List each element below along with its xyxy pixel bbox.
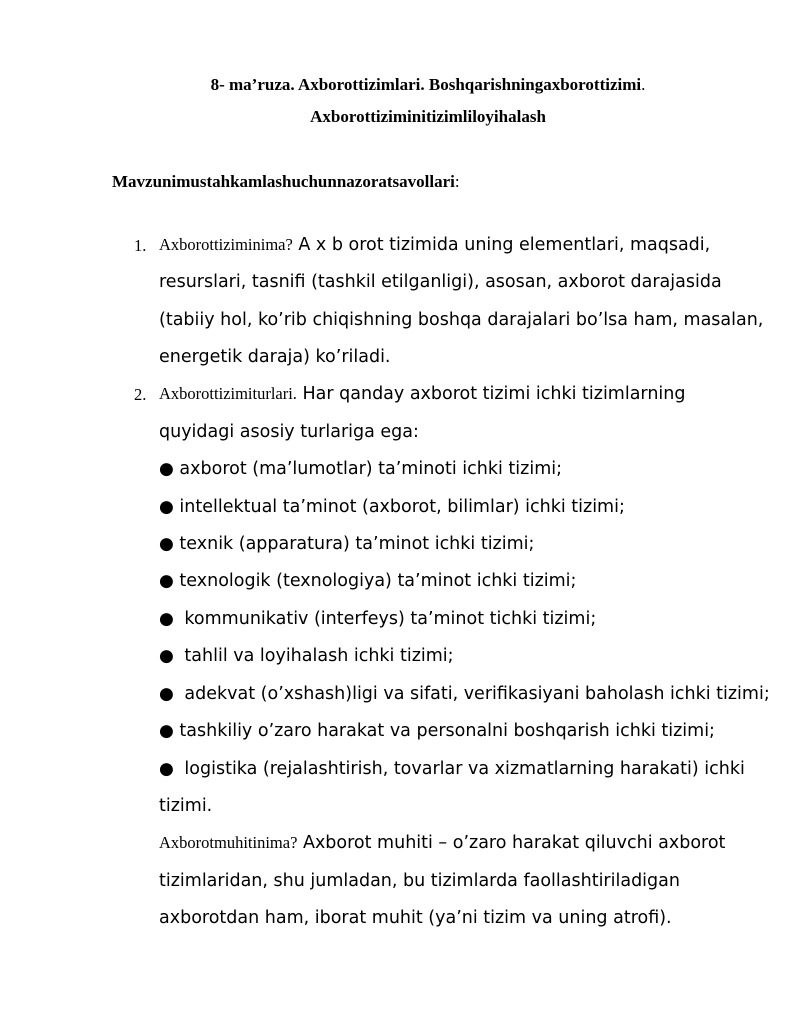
list-item-1-line-1 <box>159 233 710 257</box>
bullet-dot: ● <box>159 759 174 779</box>
bullet-item-4 <box>159 569 576 593</box>
bullet-item-3 <box>159 532 534 556</box>
bullet-dot: ● <box>159 684 174 704</box>
bullet-text-6: tahlil va loyihalash ichki tizimi; <box>184 646 454 666</box>
list-item-2-line-2: quyidagi asosiy turlariga ega: <box>159 422 419 442</box>
final-paragraph-line-2: tizimlaridan, shu jumladan, bu tizimlarda faollashtiriladigan <box>159 871 680 891</box>
title-line1: 8- ma’ruza. Axborottizimlari. Boshqarishningaxborottizimi <box>210 75 642 94</box>
final-paragraph-text-1: Axborot muhiti – o’zaro harakat qiluvchi axborot <box>297 833 726 853</box>
section-heading <box>112 171 460 193</box>
bullet-dot: ● <box>159 534 174 554</box>
bullet-dot: ● <box>159 721 174 741</box>
bullet-text-4: texnologik (texnologiya) ta’minot ichki tizimi; <box>179 571 577 591</box>
final-paragraph-line-3: axborotdan ham, iborat muhit (ya’ni tizim va uning atrofi). <box>159 908 672 928</box>
bullet-dot: ● <box>159 646 174 666</box>
list-number-2: 2. <box>134 385 147 404</box>
section-heading-colon: : <box>454 172 460 191</box>
list-item-2-term: Axborottizimiturlari. <box>159 384 297 403</box>
bullet-item-9 <box>159 757 745 781</box>
bullet-dot: ● <box>159 571 174 591</box>
bullet-item-9-continuation: tizimi. <box>159 796 213 816</box>
bullet-text-8: tashkiliy o’zaro harakat va personalni boshqarish ichki tizimi; <box>179 721 715 741</box>
bullet-item-5 <box>159 607 596 631</box>
bullet-text-7: adekvat (o’xshash)ligi va sifati, verifikasiyani baholash ichki tizimi; <box>184 684 770 704</box>
bullet-item-2 <box>159 495 625 519</box>
bullet-item-8 <box>159 719 715 743</box>
final-paragraph-term: Axborotmuhitinima? <box>159 833 298 852</box>
bullet-dot: ● <box>159 609 174 629</box>
list-item-1-text-1: A x b orot tizimida uning elementlari, maqsadi, <box>292 235 711 255</box>
list-item-1-line-3: (tabiiy hol, ko’rib chiqishning boshqa darajalari bo’lsa ham, masalan, <box>159 310 764 330</box>
bullet-text-3: texnik (apparatura) ta’minot ichki tizimi; <box>179 534 535 554</box>
final-paragraph-line-1 <box>159 831 725 855</box>
bullet-text-9: logistika (rejalashtirish, tovarlar va xizmatlarning harakati) ichki <box>184 759 745 779</box>
section-heading-text: Mavzunimustahkamlashuchunnazoratsavollari <box>112 172 455 191</box>
bullet-text-5: kommunikativ (interfeys) ta’minot tichki tizimi; <box>184 609 597 629</box>
title-line1-period: . <box>641 75 646 94</box>
list-number-1: 1. <box>134 236 147 255</box>
list-item-1-line-2: resurslari, tasnifi (tashkil etilganligi), asosan, axborot darajasida <box>159 272 722 292</box>
bullet-item-7 <box>159 682 770 706</box>
bullet-dot: ● <box>159 459 174 479</box>
bullet-item-6 <box>159 644 454 668</box>
bullet-text-2: intellektual ta’minot (axborot, bilimlar) ichki tizimi; <box>179 497 625 517</box>
list-item-2-line-1 <box>159 382 685 406</box>
page-title <box>0 74 800 96</box>
list-item-2-text-1: Har qanday axborot tizimi ichki tizimlarning <box>296 384 686 404</box>
bullet-item-1 <box>159 457 562 481</box>
bullet-text-1: axborot (ma’lumotlar) ta’minoti ichki tizimi; <box>179 459 563 479</box>
page-subtitle: Axborottiziminitizimliloyihalash <box>310 107 546 126</box>
bullet-dot: ● <box>159 497 174 517</box>
list-item-1-term: Axborottiziminima? <box>159 235 293 254</box>
list-item-1-line-4: energetik daraja) ko’riladi. <box>159 347 391 367</box>
